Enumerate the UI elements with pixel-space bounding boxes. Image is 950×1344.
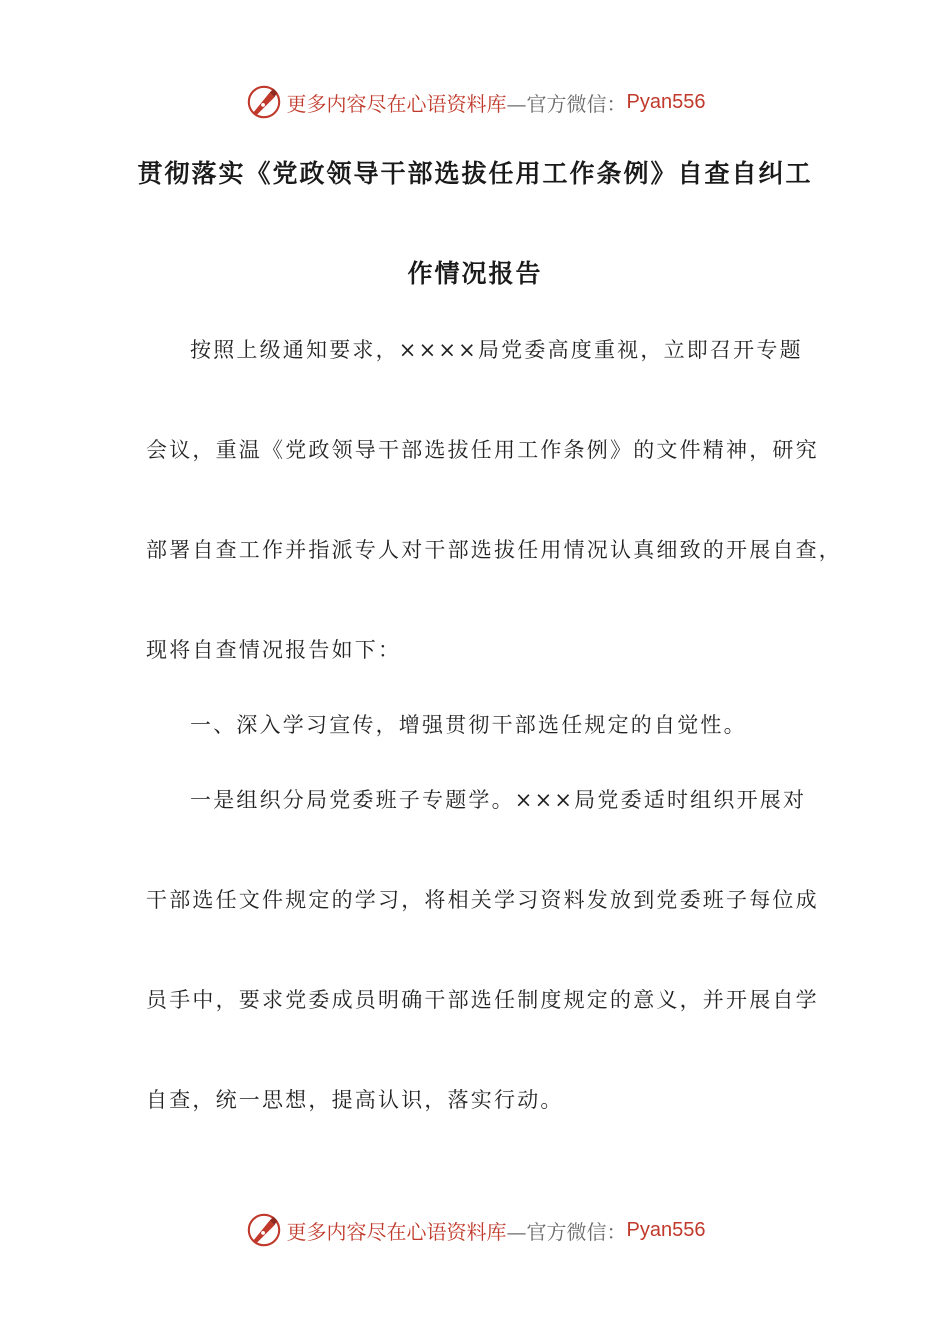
pen-nib-logo-icon [245, 83, 283, 121]
body-line: 自查，统一思想，提高认识，落实行动。 [146, 1088, 564, 1112]
document-title-line-1: 贯彻落实《党政领导干部选拔任用工作条例》自查自纠工 [137, 159, 813, 188]
body-line: 干部选任文件规定的学习，将相关学习资料发放到党委班子每位成 [146, 888, 819, 912]
pen-nib-logo-icon [245, 1211, 283, 1249]
body-line: 按照上级通知要求，××××局党委高度重视，立即召开专题 [190, 338, 803, 362]
section-heading: 一、深入学习宣传，增强贯彻干部选任规定的自觉性。 [190, 713, 747, 737]
banner-wechat-label: —官方微信： [506, 91, 627, 116]
document-title-line-2: 作情况报告 [407, 259, 543, 288]
banner-site-text: 更多内容尽在心语资料库 [286, 1219, 507, 1244]
banner-wechat-id: Pyan556 [626, 1218, 706, 1241]
banner-wechat-id: Pyan556 [626, 90, 706, 113]
banner-site-text: 更多内容尽在心语资料库 [286, 91, 507, 116]
body-line: 部署自查工作并指派专人对干部选拔任用情况认真细致的开展自查， [146, 538, 842, 562]
banner-wechat-label: —官方微信： [506, 1219, 627, 1244]
body-line: 一是组织分局党委班子专题学。×××局党委适时组织开展对 [190, 788, 807, 812]
header-banner [0, 82, 950, 122]
body-line: 员手中，要求党委成员明确干部选任制度规定的意义，并开展自学 [146, 988, 819, 1012]
footer-banner [0, 1210, 950, 1250]
body-line: 现将自查情况报告如下： [146, 638, 402, 662]
body-line: 会议，重温《党政领导干部选拔任用工作条例》的文件精神，研究 [146, 438, 819, 462]
